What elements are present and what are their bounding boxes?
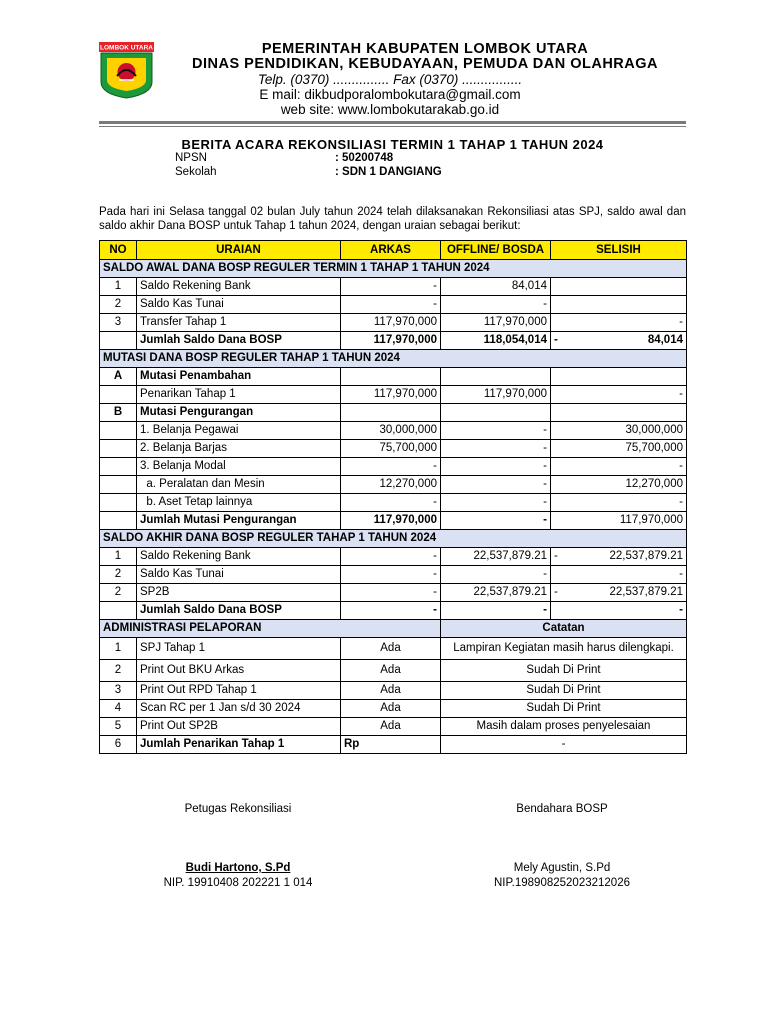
table-row: 3. Belanja Modal - - - (100, 458, 687, 476)
svg-text:LOMBOK UTARA: LOMBOK UTARA (100, 44, 153, 52)
meta-sekolah (175, 166, 442, 178)
table-total-row: Jumlah Mutasi Pengurangan 117,970,000 - 117,970,000 (100, 512, 687, 530)
table-total-row: 6 Jumlah Penarikan Tahap 1 Rp - (100, 736, 687, 754)
col-no: NO (100, 241, 137, 260)
table-row: 2 Saldo Kas Tunai - - (100, 296, 687, 314)
header-email: E mail: dikbudporalombokutara@gmail.com (259, 87, 521, 102)
sekolah-value: : SDN 1 DANGIANG (335, 166, 442, 178)
table-row: b. Aset Tetap lainnya - - - (100, 494, 687, 512)
subsection-pengurangan: B Mutasi Pengurangan (100, 404, 687, 422)
header-line-2: DINAS PENDIDIKAN, KEBUDAYAAN, PEMUDA DAN OLAHRAGA (192, 56, 658, 72)
signature-right-role: Bendahara BOSP (516, 803, 608, 815)
table-row: a. Peralatan dan Mesin 12,270,000 - 12,270,000 (100, 476, 687, 494)
table-row: 1 SPJ Tahap 1 Ada Lampiran Kegiatan masih harus dilengkapi. (100, 638, 687, 660)
header-rule-thick (99, 121, 686, 124)
reconciliation-table (99, 240, 687, 754)
table-total-row: Jumlah Saldo Dana BOSP - - - (100, 602, 687, 620)
sekolah-label: Sekolah (175, 166, 217, 178)
header-rule-thin (99, 126, 686, 127)
table-row: 1 Saldo Rekening Bank - 22,537,879.21 - 22,537,879.21 (100, 548, 687, 566)
col-offline: OFFLINE/ BOSDA (441, 241, 551, 260)
col-selisih: SELISIH (551, 241, 687, 260)
subsection-penambahan: A Mutasi Penambahan (100, 368, 687, 386)
npsn-label: NPSN (175, 152, 207, 164)
table-row: 3 Transfer Tahap 1 117,970,000 117,970,000 - (100, 314, 687, 332)
table-row: 2 SP2B - 22,537,879.21 - 22,537,879.21 (100, 584, 687, 602)
col-arkas: ARKAS (341, 241, 441, 260)
npsn-value: : 50200748 (335, 152, 394, 164)
table-total-row: Jumlah Saldo Dana BOSP 117,970,000 118,054,014 - 84,014 (100, 332, 687, 350)
header-phone: Telp. (0370) ............... Fax (0370) ................ (257, 72, 523, 87)
signature-left-role: Petugas Rekonsiliasi (184, 803, 292, 815)
section-saldo-awal: SALDO AWAL DANA BOSP REGULER TERMIN 1 TAHAP 1 TAHUN 2024 (100, 260, 687, 278)
table-row: 3 Print Out RPD Tahap 1 Ada Sudah Di Print (100, 682, 687, 700)
signature-left-name: Budi Hartono, S.Pd (185, 862, 291, 874)
header-website: web site: www.lombokutarakab.go.id (280, 102, 500, 117)
table-row: 2 Saldo Kas Tunai - - - (100, 566, 687, 584)
table-row: 1 Saldo Rekening Bank - 84,014 (100, 278, 687, 296)
meta-npsn (175, 152, 393, 164)
section-mutasi: MUTASI DANA BOSP REGULER TAHAP 1 TAHUN 2024 (100, 350, 687, 368)
col-uraian: URAIAN (137, 241, 341, 260)
section-administrasi: ADMINISTRASI PELAPORAN Catatan (100, 620, 687, 638)
intro-paragraph: Pada hari ini Selasa tanggal 02 bulan July tahun 2024 telah dilaksanakan Rekonsiliasi atas SPJ, saldo awal dan saldo akhir Dana BOSP untuk Tahap 1 tahun 2024, dengan uraian sebagai berikut: (99, 206, 686, 232)
section-saldo-akhir: SALDO AKHIR DANA BOSP REGULER TAHAP 1 TAHUN 2024 (100, 530, 687, 548)
table-row: 4 Scan RC per 1 Jan s/d 30 2024 Ada Sudah Di Print (100, 700, 687, 718)
table-row: 1. Belanja Pegawai 30,000,000 - 30,000,000 (100, 422, 687, 440)
table-row: 5 Print Out SP2B Ada Masih dalam proses penyelesaian (100, 718, 687, 736)
signature-left-nip: NIP. 19910408 202221 1 014 (163, 877, 313, 889)
header-line-1: PEMERINTAH KABUPATEN LOMBOK UTARA (261, 41, 589, 57)
document-title: BERITA ACARA REKONSILIASI TERMIN 1 TAHAP 1 TAHUN 2024 (181, 137, 604, 152)
table-header-row (100, 241, 687, 260)
table-row: 2. Belanja Barjas 75,700,000 - 75,700,000 (100, 440, 687, 458)
signature-right-name: Mely Agustin, S.Pd (513, 862, 611, 874)
table-row: 2 Print Out BKU Arkas Ada Sudah Di Print (100, 660, 687, 682)
signature-right-nip: NIP.198908252023212026 (493, 877, 630, 889)
table-row: Penarikan Tahap 1 117,970,000 117,970,000 - (100, 386, 687, 404)
